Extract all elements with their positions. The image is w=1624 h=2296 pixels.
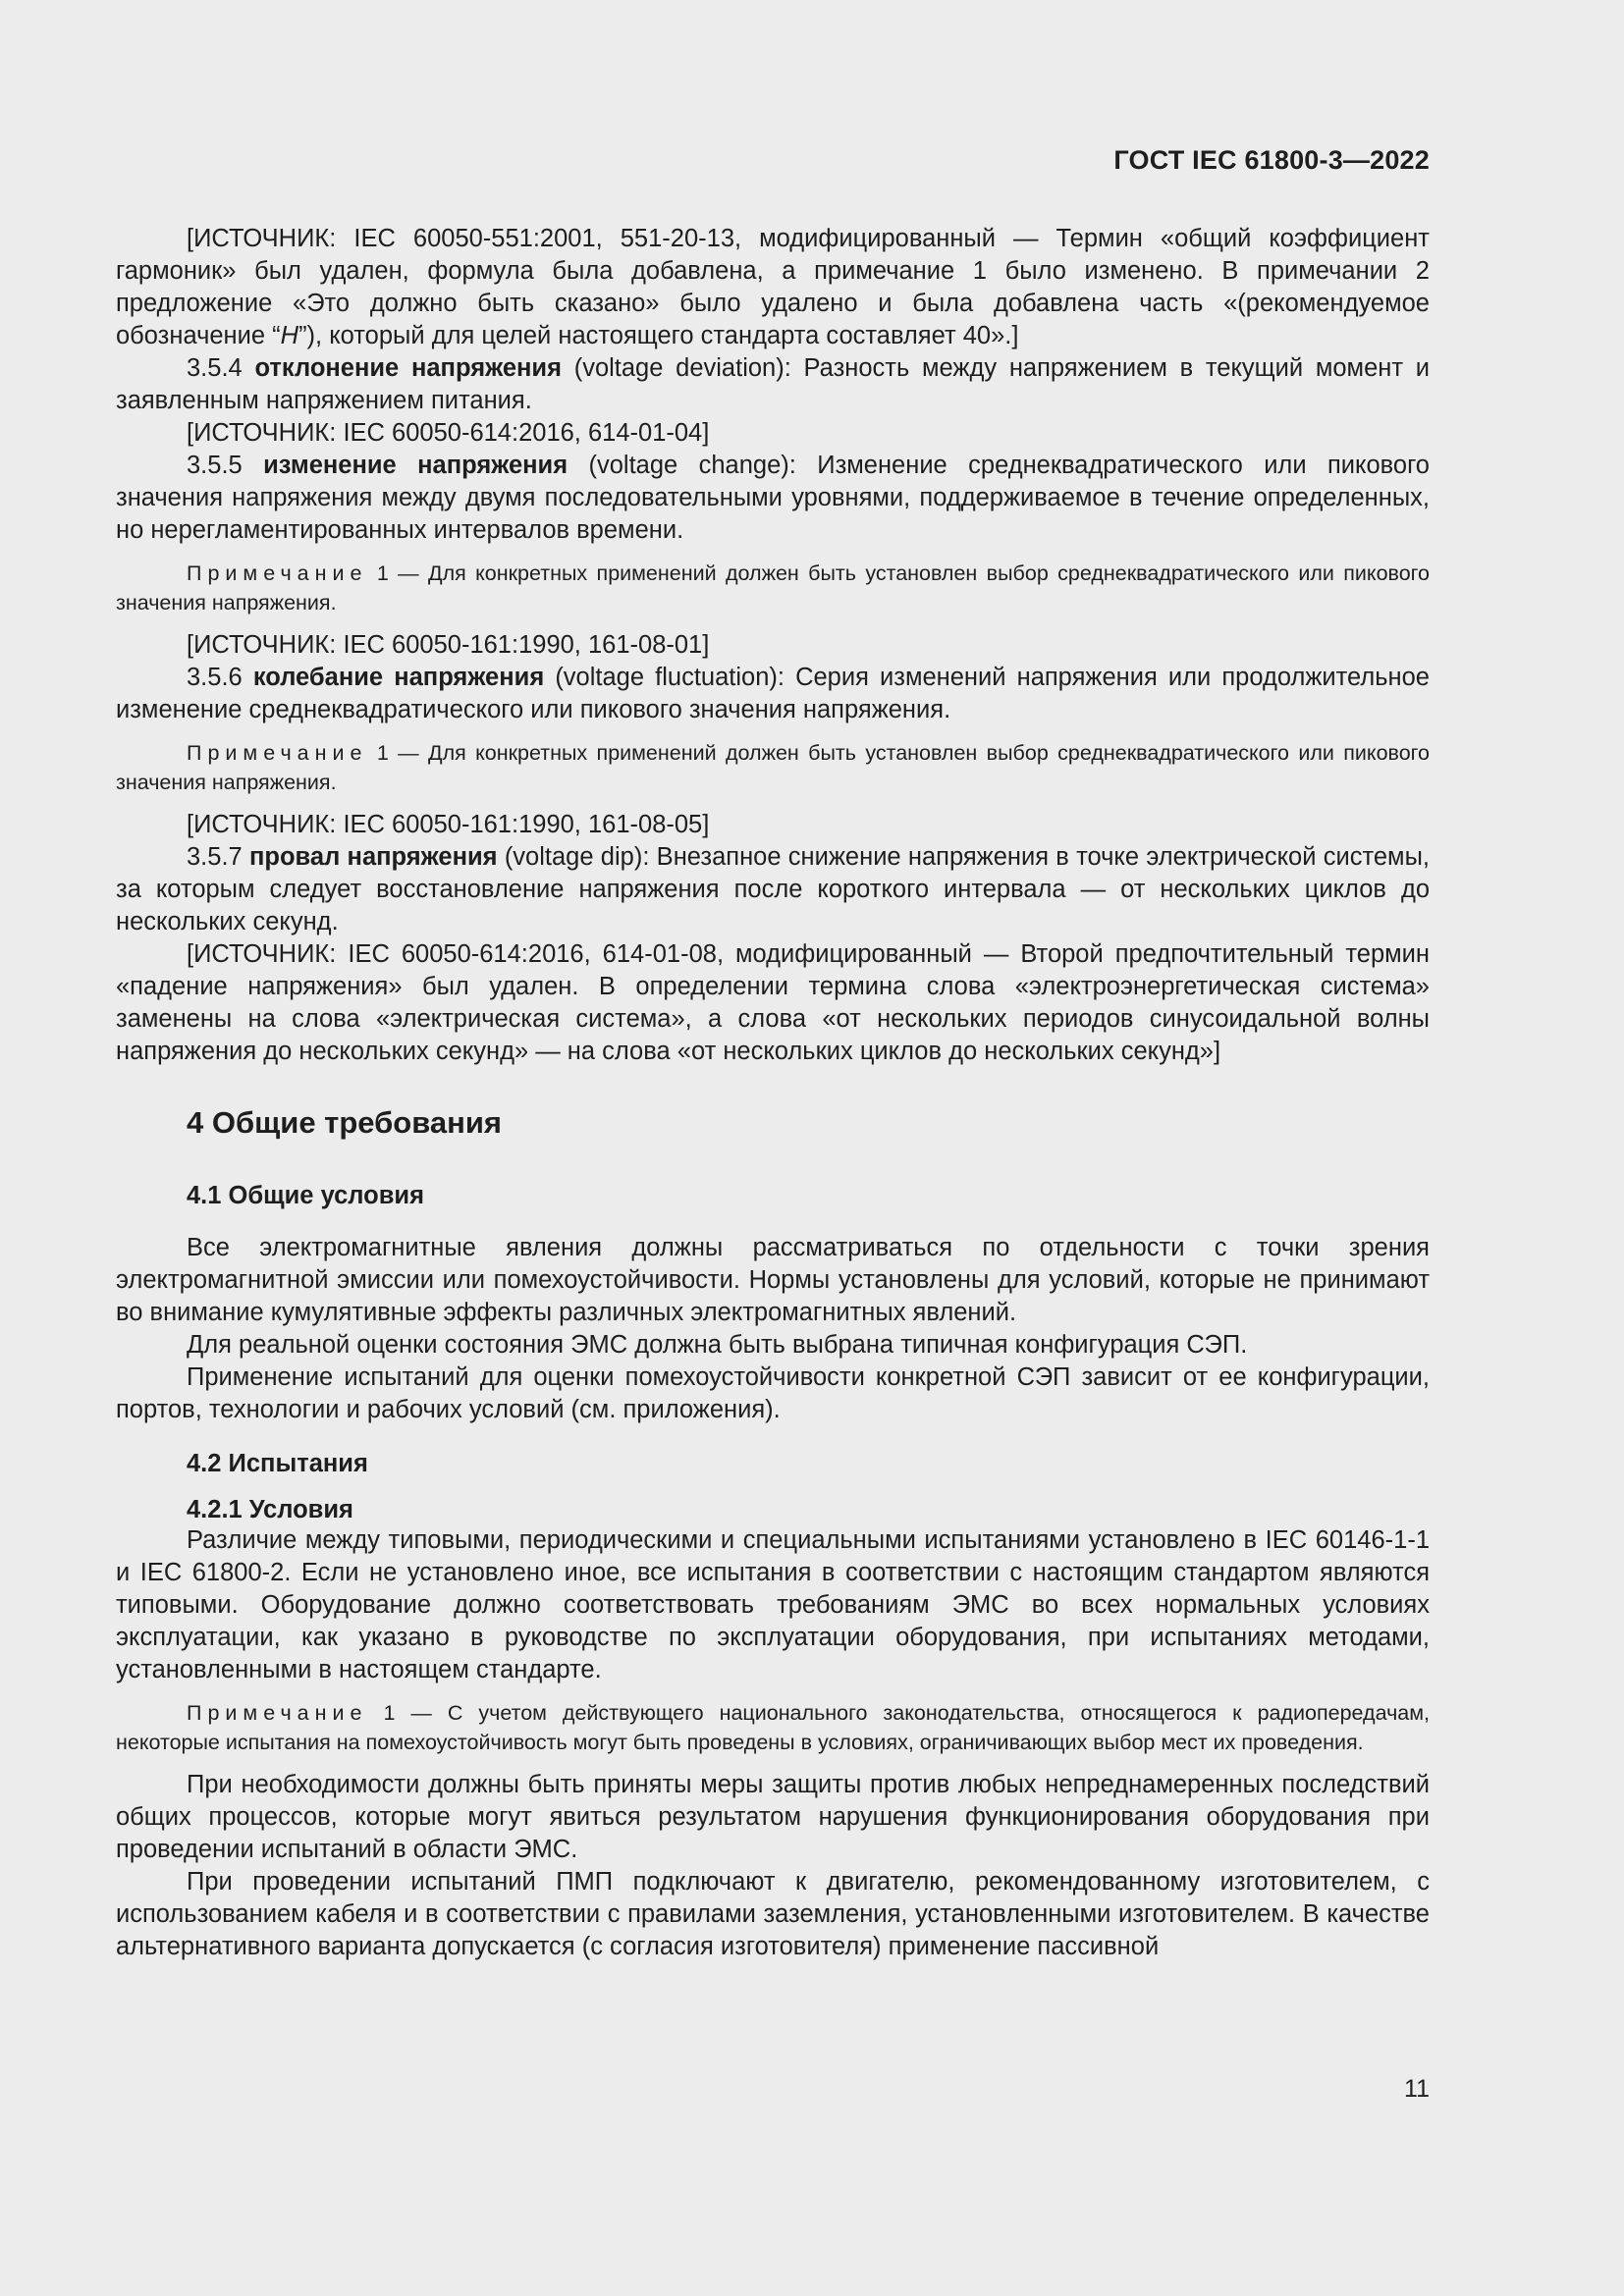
paragraph-4-2-1-c: При проведении испытаний ПМП подключают к двигателю, рекомендованному изготовителем, с использованием кабеля и в соответствии с правилами заземления, установленными изготовителем. В качестве альтернативного варианта допускается (с согласия изготовителя) применение пассивной: [116, 1868, 1430, 1960]
document-header: ГОСТ IEC 61800-3—2022: [1113, 145, 1430, 175]
term-number: 3.5.4: [187, 354, 255, 382]
term-number: 3.5.7: [187, 843, 249, 871]
term-definition: (voltage change): Изменение среднеквадратического или пикового значения напряжения между двумя последовательными уровнями, поддерживаемое в течение определенных, но нерегламентированных интервалов времени.: [116, 452, 1430, 544]
source-note-3: [ИСТОЧНИК: IEC 60050-161:1990, 161-08-01]: [187, 631, 710, 659]
section-heading-4: 4 Общие требования: [187, 1105, 502, 1140]
paragraph-4-2-1-b: При необходимости должны быть приняты меры защиты против любых непреднамеренных последствий общих процессов, которые могут явиться результатом нарушения функционирования оборудования при проведении испытаний в области ЭМС.: [116, 1771, 1430, 1863]
term-name: отклонение напряжения: [254, 354, 562, 382]
note-text: 1 — Для конкретных применений должен быть установлен выбор среднеквадратического или пикового значения напряжения.: [116, 741, 1430, 794]
term-3-5-7: [116, 841, 1430, 938]
source-note-5: [ИСТОЧНИК: IEC 60050-614:2016, 614-01-08, модифицированный — Второй предпочтительный термин «падение напряжения» был удален. В определении термина слова «электроэнергетическая система» заменены на слова «электрическая система», а слова «от нескольких периодов синусоидальной волны напряжения до нескольких секунд» — на слова «от нескольких циклов до нескольких секунд»]: [116, 940, 1430, 1065]
paragraph-4-2-1-a: Различие между типовыми, периодическими и специальными испытаниями установлено в IEC 60146-1-1 и IEC 61800-2. Если не установлено иное, все испытания в соответствии с настоящим стандартом являются типовыми. Оборудование должно соответствовать требованиям ЭМС во всех нормальных условиях эксплуатации, как указано в руководстве по эксплуатации оборудования, при испытаниях методами, установленными в настоящем стандарте.: [116, 1526, 1430, 1683]
source-note-2: [ИСТОЧНИК: IEC 60050-614:2016, 614-01-04]: [187, 419, 710, 447]
term-definition: (voltage dip): Внезапное снижение напряжения в точке электрической системы, за которым следует восстановление напряжения после короткого интервала — от нескольких циклов до нескольких секунд.: [116, 843, 1430, 935]
note-text: 1 — Для конкретных применений должен быть установлен выбор среднеквадратического или пикового значения напряжения.: [116, 561, 1430, 614]
term-3-5-6: [116, 662, 1430, 726]
note-text: 1 — С учетом действующего национального законодательства, относящегося к радиопередачам, некоторые испытания на помехоустойчивость могут быть проведены в условиях, ограничивающих выбор мест их проведения.: [116, 1701, 1430, 1754]
source-note-1: [116, 223, 1430, 352]
term-number: 3.5.6: [187, 664, 253, 691]
document-body: [116, 223, 1430, 1963]
term-name: провал напряжения: [249, 843, 498, 871]
subsection-heading-4-1: 4.1 Общие условия: [187, 1182, 424, 1209]
term-definition: (voltage fluctuation): Серия изменений напряжения или продолжительное изменение среднеквадратического или пикового значения напряжения.: [116, 664, 1430, 723]
note-label: Примечание: [187, 741, 368, 765]
source-note-4: [ИСТОЧНИК: IEC 60050-161:1990, 161-08-05]: [187, 811, 710, 838]
source-text-end: ”), который для целей настоящего стандарта составляет 40».]: [298, 322, 1019, 349]
subsection-heading-4-2: 4.2 Испытания: [187, 1450, 368, 1477]
subsection-heading-4-2-1: 4.2.1 Условия: [187, 1496, 353, 1523]
paragraph-4-1-b: Для реальной оценки состояния ЭМС должна быть выбрана типичная конфигурация СЭП.: [187, 1331, 1248, 1359]
note-label: Примечание: [187, 561, 368, 585]
term-number: 3.5.5: [187, 452, 264, 479]
term-3-5-4: [116, 352, 1430, 417]
term-definition: (voltage deviation): Разность между напряжением в текущий момент и заявленным напряжением питания.: [116, 354, 1431, 414]
paragraph-4-1-c: Применение испытаний для оценки помехоустойчивости конкретной СЭП зависит от ее конфигурации, портов, технологии и рабочих условий (см. приложения).: [116, 1363, 1430, 1423]
note-2: [116, 738, 1430, 797]
page-number: 11: [1404, 2075, 1430, 2103]
source-text: [ИСТОЧНИК: IEC 60050-551:2001, 551-20-13, модифицированный — Термин «общий коэффициент гармоник» был удален, формула была добавлена, а примечание 1 было изменено. В примечании 2 предложение «Это должно быть сказано» было удалено и была добавлена часть «(рекомендуемое обозначение “: [116, 225, 1430, 349]
note-label: Примечание: [187, 1701, 368, 1725]
italic-symbol: H: [280, 322, 299, 349]
term-3-5-5: [116, 450, 1430, 547]
paragraph-4-1-a: Все электромагнитные явления должны рассматриваться по отдельности с точки зрения электромагнитной эмиссии или помехоустойчивости. Нормы установлены для условий, которые не принимают во внимание кумулятивные эффекты различных электромагнитных явлений.: [116, 1234, 1430, 1326]
note-1: [116, 559, 1430, 617]
term-name: изменение напряжения: [263, 452, 568, 479]
note-3: [116, 1698, 1430, 1757]
term-name: колебание напряжения: [252, 664, 545, 691]
